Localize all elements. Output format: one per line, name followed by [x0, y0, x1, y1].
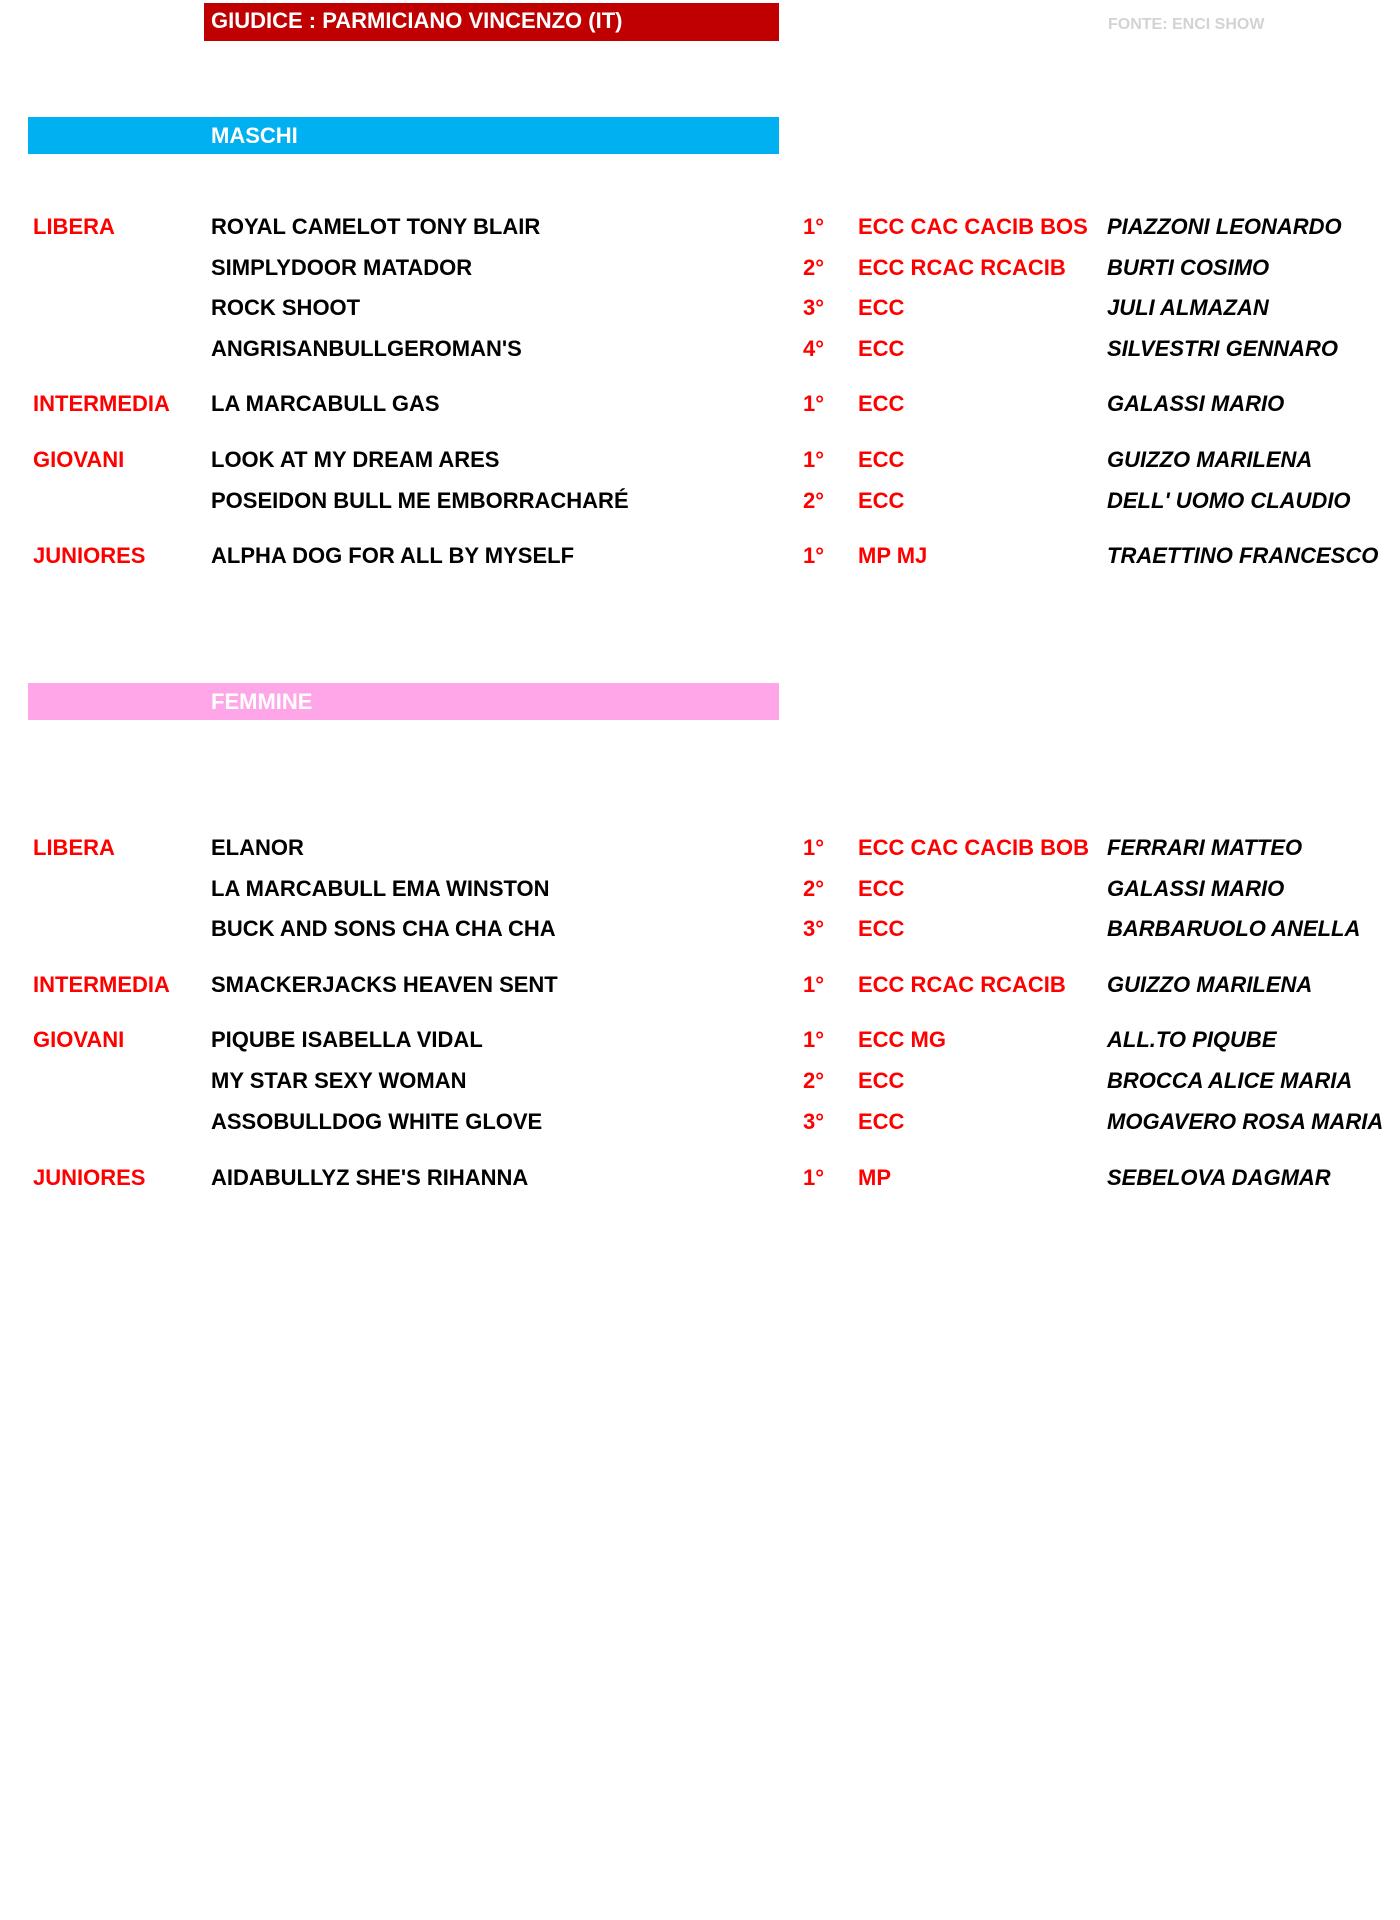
source-label: FONTE: ENCI SHOW [1108, 16, 1265, 33]
class-label: LIBERA [33, 214, 115, 239]
owner-name: JULI ALMAZAN [1107, 295, 1269, 320]
qualification: ECC RCAC RCACIB [858, 972, 1066, 997]
qualification: ECC CAC CACIB BOB [858, 835, 1089, 860]
section-title-maschi: MASCHI [211, 123, 298, 148]
table-row [0, 295, 1400, 329]
owner-name: PIAZZONI LEONARDO [1107, 214, 1342, 239]
qualification: MP [858, 1165, 891, 1190]
qualification: ECC [858, 447, 905, 472]
dog-name: SIMPLYDOOR MATADOR [211, 255, 473, 280]
dog-name: ANGRISANBULLGEROMAN'S [211, 336, 522, 361]
dog-name: POSEIDON BULL ME EMBORRACHARÉ [211, 488, 629, 513]
qualification: ECC [858, 295, 905, 320]
owner-name: FERRARI MATTEO [1107, 835, 1303, 860]
placement: 1° [803, 391, 825, 416]
qualification: ECC [858, 1068, 905, 1093]
placement: 1° [803, 1027, 825, 1052]
placement: 1° [803, 214, 825, 239]
qualification: ECC [858, 876, 905, 901]
dog-name: ASSOBULLDOG WHITE GLOVE [211, 1109, 543, 1134]
placement: 1° [803, 835, 825, 860]
qualification: ECC [858, 916, 905, 941]
owner-name: TRAETTINO FRANCESCO [1107, 543, 1379, 568]
owner-name: BURTI COSIMO [1107, 255, 1270, 280]
class-label: JUNIORES [33, 1165, 146, 1190]
table-row [0, 255, 1400, 289]
table-row [0, 1027, 1400, 1061]
table-row [0, 916, 1400, 950]
section-banner-femmine [28, 683, 779, 720]
placement: 3° [803, 1109, 825, 1134]
class-label: INTERMEDIA [33, 972, 170, 997]
owner-name: DELL' UOMO CLAUDIO [1107, 488, 1351, 513]
qualification: ECC [858, 1109, 905, 1134]
table-row [0, 1068, 1400, 1102]
owner-name: GALASSI MARIO [1107, 391, 1285, 416]
table-row [0, 447, 1400, 481]
section-banner-maschi [28, 117, 779, 154]
table-row [0, 488, 1400, 522]
table-row [0, 391, 1400, 425]
table-row [0, 543, 1400, 577]
class-label: GIOVANI [33, 1027, 125, 1052]
section-title-femmine: FEMMINE [211, 689, 313, 714]
owner-name: BARBARUOLO ANELLA [1107, 916, 1361, 941]
dog-name: ROCK SHOOT [211, 295, 361, 320]
table-row [0, 835, 1400, 869]
owner-name: GUIZZO MARILENA [1107, 447, 1313, 472]
table-row [0, 972, 1400, 1006]
table-row [0, 1165, 1400, 1199]
class-label: GIOVANI [33, 447, 125, 472]
qualification: ECC CAC CACIB BOS [858, 214, 1088, 239]
owner-name: GALASSI MARIO [1107, 876, 1285, 901]
owner-name: ALL.TO PIQUBE [1107, 1027, 1277, 1052]
dog-name: AIDABULLYZ SHE'S RIHANNA [211, 1165, 529, 1190]
qualification: ECC [858, 336, 905, 361]
dog-name: PIQUBE ISABELLA VIDAL [211, 1027, 483, 1052]
placement: 4° [803, 336, 825, 361]
class-label: JUNIORES [33, 543, 146, 568]
dog-name: MY STAR SEXY WOMAN [211, 1068, 467, 1093]
owner-name: SILVESTRI GENNARO [1107, 336, 1339, 361]
table-row [0, 1109, 1400, 1143]
qualification: ECC [858, 391, 905, 416]
placement: 2° [803, 488, 825, 513]
placement: 2° [803, 876, 825, 901]
dog-name: ALPHA DOG FOR ALL BY MYSELF [211, 543, 575, 568]
dog-name: ELANOR [211, 835, 304, 860]
dog-name: LA MARCABULL EMA WINSTON [211, 876, 550, 901]
placement: 1° [803, 543, 825, 568]
placement: 2° [803, 1068, 825, 1093]
dog-name: ROYAL CAMELOT TONY BLAIR [211, 214, 541, 239]
qualification: ECC MG [858, 1027, 946, 1052]
qualification: ECC [858, 488, 905, 513]
class-label: INTERMEDIA [33, 391, 170, 416]
qualification: ECC RCAC RCACIB [858, 255, 1066, 280]
owner-name: SEBELOVA DAGMAR [1107, 1165, 1331, 1190]
dog-name: BUCK AND SONS CHA CHA CHA [211, 916, 556, 941]
placement: 2° [803, 255, 825, 280]
table-row [0, 876, 1400, 910]
table-row [0, 214, 1400, 248]
owner-name: GUIZZO MARILENA [1107, 972, 1313, 997]
qualification: MP MJ [858, 543, 928, 568]
owner-name: MOGAVERO ROSA MARIA [1107, 1109, 1384, 1134]
placement: 3° [803, 916, 825, 941]
dog-name: SMACKERJACKS HEAVEN SENT [211, 972, 558, 997]
placement: 1° [803, 1165, 825, 1190]
judge-title: GIUDICE : PARMICIANO VINCENZO (IT) [211, 8, 623, 33]
placement: 3° [803, 295, 825, 320]
dog-name: LA MARCABULL GAS [211, 391, 440, 416]
table-row [0, 336, 1400, 370]
placement: 1° [803, 972, 825, 997]
owner-name: BROCCA ALICE MARIA [1107, 1068, 1353, 1093]
dog-name: LOOK AT MY DREAM ARES [211, 447, 500, 472]
placement: 1° [803, 447, 825, 472]
class-label: LIBERA [33, 835, 115, 860]
